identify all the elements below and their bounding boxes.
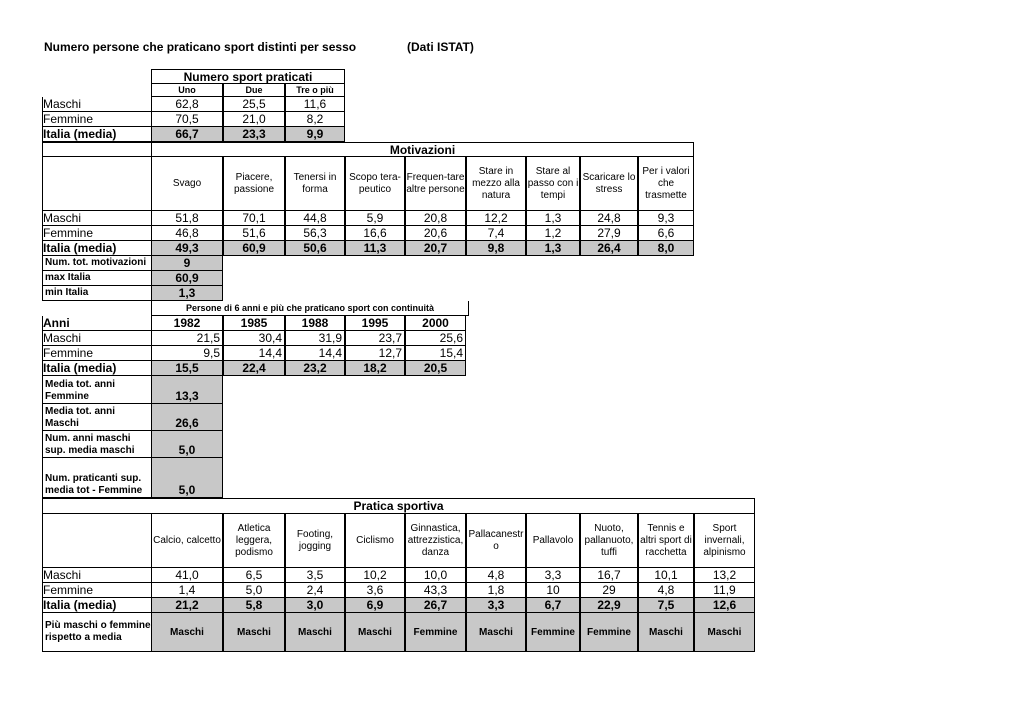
motivazioni-value: 7,4: [466, 226, 526, 241]
motivazioni-col-header: Scaricare lo stress: [580, 157, 638, 211]
anni-value: 14,4: [285, 346, 345, 361]
num-sport-value: 8,2: [285, 112, 345, 127]
motivazioni-col-header: Per i valori che trasmette: [638, 157, 694, 211]
anni-value: 14,4: [223, 346, 285, 361]
motivazioni-value: 49,3: [151, 241, 223, 256]
pratica-value: 13,2: [694, 568, 755, 583]
stat-label: Num. anni maschi sup. media maschi: [42, 431, 151, 458]
pratica-value: 2,4: [285, 583, 345, 598]
pratica-value: 41,0: [151, 568, 223, 583]
stat-value: 13,3: [151, 376, 223, 404]
row-label: Italia (media): [42, 598, 151, 613]
anni-col-header: 1985: [223, 316, 285, 331]
anni-col-header: 1995: [345, 316, 405, 331]
motivazioni-value: 60,9: [223, 241, 285, 256]
pratica-gender-value: Maschi: [694, 613, 755, 652]
row-label: Femmine: [42, 226, 151, 241]
pratica-gender-value: Maschi: [345, 613, 405, 652]
anni-value: 15,5: [151, 361, 223, 376]
num-sport-value: 11,6: [285, 97, 345, 112]
motivazioni-value: 70,1: [223, 211, 285, 226]
pratica-value: 1,8: [466, 583, 526, 598]
anni-value: 30,4: [223, 331, 285, 346]
pratica-value: 29: [580, 583, 638, 598]
motivazioni-value: 46,8: [151, 226, 223, 241]
pratica-value: 10,0: [405, 568, 466, 583]
motivazioni-value: 9,3: [638, 211, 694, 226]
pratica-value: 3,5: [285, 568, 345, 583]
pratica-col-header: Calcio, calcetto: [151, 514, 223, 568]
pratica-value: 6,5: [223, 568, 285, 583]
motivazioni-value: 1,2: [526, 226, 580, 241]
pratica-value: 11,9: [694, 583, 755, 598]
motivazioni-value: 56,3: [285, 226, 345, 241]
motivazioni-value: 9,8: [466, 241, 526, 256]
motivazioni-value: 11,3: [345, 241, 405, 256]
row-label: Femmine: [42, 346, 151, 361]
pratica-col-header: Ginnastica, attrezzistica, danza: [405, 514, 466, 568]
pratica-value: 4,8: [466, 568, 526, 583]
row-label: Maschi: [42, 331, 151, 346]
num-sport-col-header: Uno: [151, 84, 223, 97]
motivazioni-col-header: Stare in mezzo alla natura: [466, 157, 526, 211]
pratica-value: 3,0: [285, 598, 345, 613]
stat-value: 9: [151, 256, 223, 271]
pratica-value: 10: [526, 583, 580, 598]
stat-label: min Italia: [42, 286, 151, 301]
motivazioni-value: 27,9: [580, 226, 638, 241]
anni-value: 23,7: [345, 331, 405, 346]
anni-value: 18,2: [345, 361, 405, 376]
num-sport-value: 9,9: [285, 127, 345, 142]
source-label: (Dati ISTAT): [407, 40, 474, 54]
pratica-value: 5,8: [223, 598, 285, 613]
pratica-col-header: Nuoto, pallanuoto, tuffi: [580, 514, 638, 568]
motivazioni-value: 20,6: [405, 226, 466, 241]
pratica-value: 7,5: [638, 598, 694, 613]
pratica-value: 1,4: [151, 583, 223, 598]
pratica-gender-value: Femmine: [580, 613, 638, 652]
num-sport-value: 66,7: [151, 127, 223, 142]
motivazioni-col-header: Frequen-tare altre persone: [405, 157, 466, 211]
pratica-value: 5,0: [223, 583, 285, 598]
pratica-value: 3,3: [526, 568, 580, 583]
stat-value: 1,3: [151, 286, 223, 301]
row-label: Italia (media): [42, 361, 151, 376]
stat-value: 5,0: [151, 458, 223, 498]
motivazioni-col-header: Scopo tera-peutico: [345, 157, 405, 211]
num-sport-col-header: Tre o più: [285, 84, 345, 97]
pratica-value: 10,1: [638, 568, 694, 583]
row-label: Italia (media): [42, 127, 151, 142]
pratica-gender-value: Maschi: [638, 613, 694, 652]
pratica-value: 12,6: [694, 598, 755, 613]
pratica-col-header: Pallacanestr o: [466, 514, 526, 568]
motivazioni-value: 12,2: [466, 211, 526, 226]
pratica-col-header: Sport invernali, alpinismo: [694, 514, 755, 568]
pratica-header: Pratica sportiva: [42, 498, 755, 514]
motivazioni-value: 24,8: [580, 211, 638, 226]
stat-value: 5,0: [151, 431, 223, 458]
pratica-gender-value: Maschi: [223, 613, 285, 652]
pratica-value: 22,9: [580, 598, 638, 613]
pratica-value: 3,6: [345, 583, 405, 598]
stat-label: Media tot. anni Femmine: [42, 376, 151, 404]
anni-col-header: 1982: [151, 316, 223, 331]
pratica-col-header: Footing, jogging: [285, 514, 345, 568]
page-title: Numero persone che praticano sport distinti per sesso: [44, 40, 357, 54]
motivazioni-value: 1,3: [526, 211, 580, 226]
anni-value: 23,2: [285, 361, 345, 376]
motivazioni-value: 26,4: [580, 241, 638, 256]
num-sport-value: 23,3: [223, 127, 285, 142]
motivazioni-col-header: Tenersi in forma: [285, 157, 345, 211]
motivazioni-value: 20,7: [405, 241, 466, 256]
row-label: Italia (media): [42, 241, 151, 256]
motivazioni-corner: [42, 142, 151, 157]
motivazioni-value: 6,6: [638, 226, 694, 241]
pratica-col-header: Atletica leggera, podismo: [223, 514, 285, 568]
pratica-last-label: Più maschi o femmine rispetto a media: [42, 613, 151, 652]
pratica-col-header: Tennis e altri sport di racchetta: [638, 514, 694, 568]
anni-value: 9,5: [151, 346, 223, 361]
motivazioni-value: 8,0: [638, 241, 694, 256]
motivazioni-header: Motivazioni: [151, 142, 694, 157]
stat-label: Num. tot. motivazioni: [42, 256, 151, 271]
pratica-col-header: Pallavolo: [526, 514, 580, 568]
pratica-gender-value: Maschi: [466, 613, 526, 652]
pratica-gender-value: Femmine: [526, 613, 580, 652]
anni-col-header: 2000: [405, 316, 466, 331]
pratica-gender-value: Femmine: [405, 613, 466, 652]
pratica-value: 16,7: [580, 568, 638, 583]
pratica-value: 43,3: [405, 583, 466, 598]
motivazioni-value: 16,6: [345, 226, 405, 241]
pratica-value: 6,9: [345, 598, 405, 613]
pratica-value: 26,7: [405, 598, 466, 613]
motivazioni-value: 1,3: [526, 241, 580, 256]
motivazioni-label-blank: [42, 157, 151, 211]
pratica-label-blank: [42, 514, 151, 568]
pratica-value: 10,2: [345, 568, 405, 583]
num-sport-value: 62,8: [151, 97, 223, 112]
stat-value: 60,9: [151, 271, 223, 286]
stat-label: Num. praticanti sup. media tot - Femmine: [42, 458, 151, 498]
anni-value: 22,4: [223, 361, 285, 376]
motivazioni-value: 51,8: [151, 211, 223, 226]
pratica-gender-value: Maschi: [285, 613, 345, 652]
row-label: Maschi: [42, 568, 151, 583]
anni-label: Anni: [42, 316, 151, 331]
motivazioni-value: 5,9: [345, 211, 405, 226]
motivazioni-col-header: Svago: [151, 157, 223, 211]
pratica-value: 4,8: [638, 583, 694, 598]
row-label: Maschi: [42, 211, 151, 226]
row-label: Femmine: [42, 583, 151, 598]
anni-value: 12,7: [345, 346, 405, 361]
anni-value: 15,4: [405, 346, 466, 361]
num-sport-value: 70,5: [151, 112, 223, 127]
motivazioni-value: 50,6: [285, 241, 345, 256]
num-sport-value: 21,0: [223, 112, 285, 127]
pratica-value: 3,3: [466, 598, 526, 613]
motivazioni-value: 20,8: [405, 211, 466, 226]
row-label: Maschi: [42, 97, 151, 112]
num-sport-header: Numero sport praticati: [151, 69, 345, 84]
anni-value: 21,5: [151, 331, 223, 346]
stat-value: 26,6: [151, 404, 223, 431]
row-label: Femmine: [42, 112, 151, 127]
num-sport-value: 25,5: [223, 97, 285, 112]
pratica-value: 21,2: [151, 598, 223, 613]
pratica-col-header: Ciclismo: [345, 514, 405, 568]
stat-label: max Italia: [42, 271, 151, 286]
motivazioni-value: 44,8: [285, 211, 345, 226]
pratica-value: 6,7: [526, 598, 580, 613]
anni-value: 31,9: [285, 331, 345, 346]
stat-label: Media tot. anni Maschi: [42, 404, 151, 431]
pratica-gender-value: Maschi: [151, 613, 223, 652]
motivazioni-col-header: Piacere, passione: [223, 157, 285, 211]
anni-header: Persone di 6 anni e più che praticano sport con continuità: [151, 301, 469, 316]
motivazioni-col-header: Stare al passo con i tempi: [526, 157, 580, 211]
motivazioni-value: 51,6: [223, 226, 285, 241]
anni-value: 25,6: [405, 331, 466, 346]
anni-value: 20,5: [405, 361, 466, 376]
num-sport-col-header: Due: [223, 84, 285, 97]
anni-col-header: 1988: [285, 316, 345, 331]
